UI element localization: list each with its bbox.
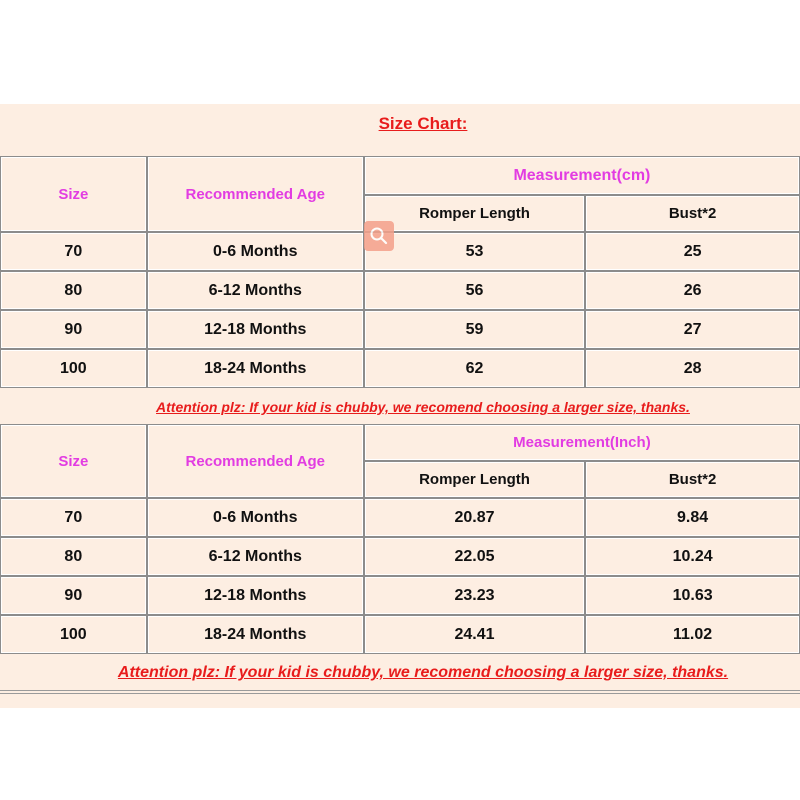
header-measurement: Measurement(cm) — [364, 156, 800, 195]
cell-size: 70 — [0, 498, 147, 537]
cell-bust: 11.02 — [585, 615, 800, 654]
cell-age: 6-12 Months — [147, 271, 364, 310]
cell-size: 90 — [0, 576, 147, 615]
table-row — [0, 615, 800, 654]
header-romper-length: Romper Length — [364, 195, 585, 232]
cell-romper-length: 56 — [364, 271, 585, 310]
table-row — [0, 310, 800, 349]
cell-bust: 26 — [585, 271, 800, 310]
cell-romper-length: 20.87 — [364, 498, 585, 537]
zoom-button[interactable] — [364, 221, 394, 251]
header-recommended-age: Recommended Age — [147, 424, 364, 498]
header-size: Size — [0, 156, 147, 232]
cell-romper-length: 62 — [364, 349, 585, 388]
cell-size: 80 — [0, 537, 147, 576]
header-bust: Bust*2 — [585, 195, 800, 232]
attention-notice-1: Attention plz: If your kid is chubby, we recomend choosing a larger size, thanks. — [156, 399, 690, 415]
table-row — [0, 498, 800, 537]
cell-bust: 27 — [585, 310, 800, 349]
table-row — [0, 271, 800, 310]
cell-bust: 10.63 — [585, 576, 800, 615]
magnifier-icon — [369, 226, 389, 246]
cell-romper-length: 23.23 — [364, 576, 585, 615]
cell-age: 0-6 Months — [147, 498, 364, 537]
cell-bust: 10.24 — [585, 537, 800, 576]
cell-age: 18-24 Months — [147, 349, 364, 388]
cell-romper-length: 24.41 — [364, 615, 585, 654]
chart-title: Size Chart: — [378, 114, 468, 133]
cell-size: 80 — [0, 271, 147, 310]
header-size: Size — [0, 424, 147, 498]
bottom-divider — [0, 690, 800, 691]
cell-size: 100 — [0, 615, 147, 654]
cell-bust: 9.84 — [585, 498, 800, 537]
bottom-divider — [0, 693, 800, 694]
table-row — [0, 349, 800, 388]
table-row — [0, 232, 800, 271]
header-recommended-age: Recommended Age — [147, 156, 364, 232]
size-table-cm — [0, 156, 800, 388]
table-row — [0, 576, 800, 615]
cell-bust: 28 — [585, 349, 800, 388]
header-bust: Bust*2 — [585, 461, 800, 498]
cell-romper-length: 53 — [364, 232, 585, 271]
cell-age: 12-18 Months — [147, 310, 364, 349]
cell-size: 100 — [0, 349, 147, 388]
header-measurement: Measurement(Inch) — [364, 424, 800, 461]
cell-bust: 25 — [585, 232, 800, 271]
cell-size: 90 — [0, 310, 147, 349]
cell-romper-length: 22.05 — [364, 537, 585, 576]
size-chart-sheet — [0, 104, 800, 708]
attention-notice-2: Attention plz: If your kid is chubby, we recomend choosing a larger size, thanks. — [117, 664, 729, 681]
cell-age: 6-12 Months — [147, 537, 364, 576]
table-row — [0, 537, 800, 576]
header-romper-length: Romper Length — [364, 461, 585, 498]
cell-age: 18-24 Months — [147, 615, 364, 654]
cell-age: 12-18 Months — [147, 576, 364, 615]
cell-romper-length: 59 — [364, 310, 585, 349]
cell-age: 0-6 Months — [147, 232, 364, 271]
cell-size: 70 — [0, 232, 147, 271]
size-table-inch — [0, 424, 800, 654]
